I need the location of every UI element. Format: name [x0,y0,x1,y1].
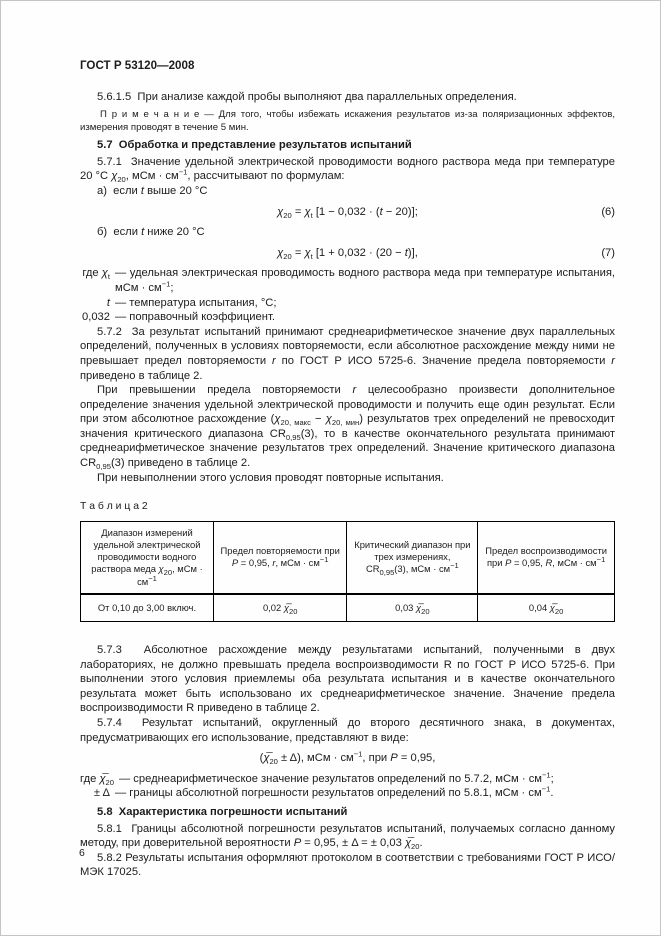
where-description: — границы абсолютной погрешности результатов определений по 5.8.1, мСм · $см^{-1}$. [115,784,554,800]
paragraph-5-8-1: 5.8.1 Границы абсолютной погрешности результатов испытаний, получаемых согласно данному методу, при доверительной вероятности P = 0,95, ± Δ = ± 0,03 $\chi̅_{20}$. [80,822,615,852]
table-2 [80,521,615,622]
heading-5-7: 5.7 Обработка и представление результатов испытаний [97,139,412,152]
table-header-repeatability: Предел повторяемости при P = 0,95, r, мСм · $см^{-1}$ [213,521,347,594]
table-cell-range: От 0,10 до 3,00 включ. [81,594,214,622]
paragraph-5-7-1: 5.7.1 Значение удельной электрической проводимости водного раствора меда при температуре 20 °С $\chi_{20}$, мСм · $см^{-1}$, рассчитывают по формулам: [80,155,615,185]
where-term: t [106,296,110,309]
table-cell-reproducibility: 0,04 $\chi̅_{20}$ [478,594,615,622]
paragraph-5-7-2-continued: При превышении предела повторяемости r целесообразно произвести дополнительное определение значения удельной электрической проводимости и получить еще один результат. Если при этом абсолютное расхождение $(\chi_{20, макс} - \chi_{20, мин})$ результатов трех определений не превосходит значения критического диапазона $CR_{0,95}(3)$, то в качестве окончательного результата принимают среднеарифметическое значение результатов трех определений. Значение критического диапазона $CR_{0,95}(3)$ приведено в таблице 2. [80,384,616,472]
list-item-a: а) если t выше 20 °С [97,184,208,197]
table-header-critical-range: Критический диапазон при трех измерениях, $CR_{0,95}(3)$, мСм · $см^{-1}$ [347,521,478,594]
heading-5-8: 5.8 Характеристика погрешности испытаний [97,806,348,818]
where-term: ± Δ [93,787,110,800]
table-cell-critical-range: 0,03 $\chi̅_{20}$ [347,594,478,622]
formula-7 [80,246,615,261]
where-row [80,772,615,787]
paragraph-5-7-2: 5.7.2 За результат испытаний принимают среднеарифметическое значение двух параллельных определений, полученных в условиях повторяемости, если абсолютное расхождение между ними не превышает предел повторяемости r по ГОСТ Р ИСО 5725-6. Значение предела повторяемости r приведено в таблице 2. [80,325,615,382]
table-cell-repeatability: 0,02 $\chi̅_{20}$ [213,594,347,622]
where-description: — удельная электрическая проводимость водного раствора меда при температуре испытания, мСм · $см^{-1}$; [115,267,615,294]
where-row [80,266,615,295]
table-header-reproducibility: Предел воспроизводимости при P = 0,95, R, мСм · $см^{-1}$ [478,521,615,594]
where-row [80,296,615,311]
page-number: 6 [79,847,85,859]
formula-7-body: $\chi_{20} = \chi_t$ [1 + 0,032 · (20 − t)], [277,246,418,261]
list-item-b: б) если t ниже 20 °С [97,226,205,239]
where-term: 0,032 [82,311,110,324]
table-2-label: Т а б л и ц а 2 [80,501,148,513]
where-term: где $\chi̅_{20}$ [80,772,114,788]
formula-result-body: $(\chi̅_{20} \pm \Delta)$, мСм · $см^{-1}$, при P = 0,95, [259,749,436,767]
formula-6-number: (6) [601,205,615,218]
paragraph-5-7-4: 5.7.4 Результат испытаний, округленный до второго десятичного знака, в документах, предусматривающих его использование, представляют в виде: [80,717,615,744]
paragraph-5-7-3: 5.7.3 Абсолютное расхождение между результатами испытаний, полученными в двух лабораториях, не должно превышать предела воспроизводимости R по ГОСТ Р ИСО 5725-6. При выполнении этого условия приемлемы оба результата испытания и в качестве окончательного результата может быть использовано их среднеарифметическое значение. Значение предела воспроизводимости R приведено в таблице 2. [80,644,615,715]
formula-6 [80,205,615,220]
paragraph-5-8-2: 5.8.2 Результаты испытания оформляют протоколом в соответствии с требованиями ГОСТ Р ИСО/МЭК 17025. [80,851,615,879]
formula-7-number: (7) [601,246,615,259]
document-title: ГОСТ Р 53120—2008 [80,59,195,72]
note-paragraph: П р и м е ч а н и е — Для того, чтобы избежать искажения результатов из-за поляризационных эффектов, измерения проводят в течение 5 мин. [80,109,615,134]
where-description: — среднеарифметическое значение результатов определений по 5.7.2, мСм · $см^{-1}$; [119,770,554,785]
where-definitions-1 [80,266,615,324]
table-header-range: Диапазон измерений удельной электрической проводимости водного раствора меда $\chi_{20}$, мСм · $см^{-1}$ [81,521,214,594]
where-term: где $\chi_t$ [82,267,110,282]
formula-result [80,751,615,766]
paragraph-5-6-1-5: 5.6.1.5 При анализе каждой пробы выполняют два параллельных определения. [97,90,517,103]
paragraph-5-7-2-final: При невыполнении этого условия проводят повторные испытания. [97,471,444,484]
where-row [80,786,615,801]
where-definitions-2 [80,772,615,801]
formula-6-body: $\chi_{20} = \chi_t$ [1 − 0,032 · (t − 20)]; [277,205,418,220]
table-row [81,594,615,622]
table-header-row [81,521,615,594]
where-description: — температура испытания, °С; [115,296,277,309]
where-description: — поправочный коэффициент. [115,311,275,324]
where-row [80,310,615,325]
